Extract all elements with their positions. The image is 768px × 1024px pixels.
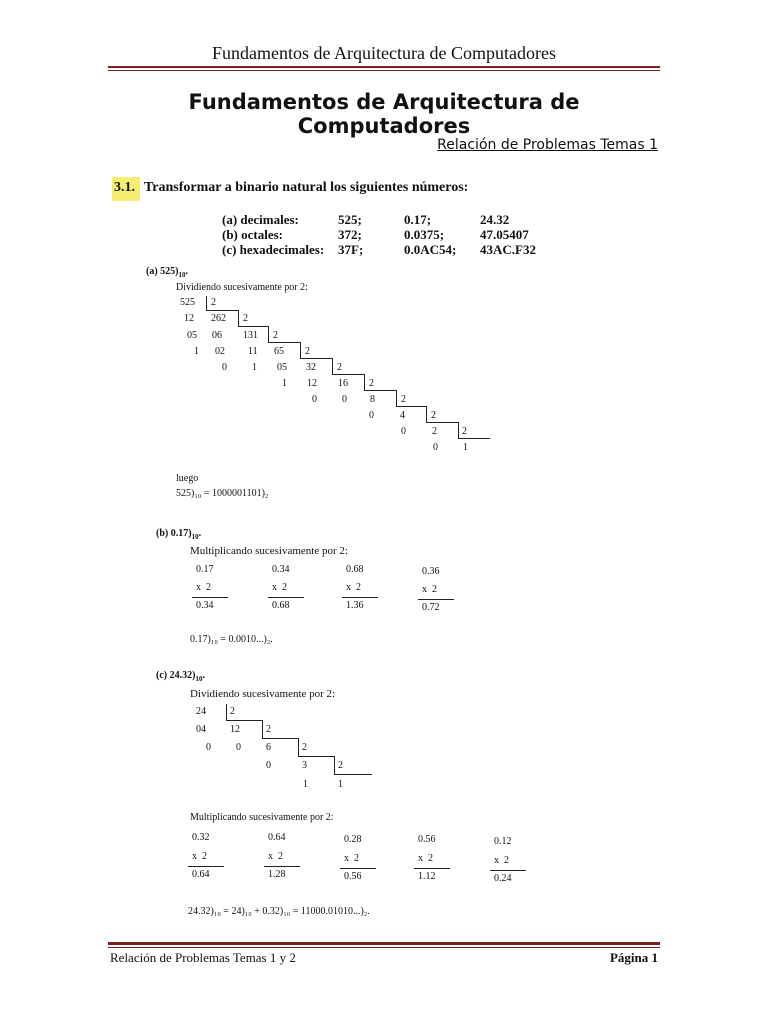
division-bracket bbox=[206, 310, 238, 311]
div-cell: 2 bbox=[338, 760, 343, 771]
div-cell: 1 bbox=[282, 378, 287, 389]
part-b-heading-text: (b) 0.17) bbox=[156, 528, 192, 539]
document-title: Fundamentos de Arquitectura de Computadores bbox=[188, 90, 580, 138]
mult-result: 1.28 bbox=[268, 869, 286, 880]
mult-bar bbox=[418, 599, 454, 600]
mult-bar bbox=[192, 597, 228, 598]
div-cell: 0 bbox=[433, 442, 438, 453]
mult-bar bbox=[340, 868, 376, 869]
mult-result: 0.24 bbox=[494, 873, 512, 884]
division-bracket bbox=[268, 326, 269, 342]
mult-factor: x 2 bbox=[418, 853, 433, 864]
division-bracket bbox=[268, 342, 300, 343]
division-bracket bbox=[300, 342, 301, 358]
division-bracket bbox=[226, 720, 262, 721]
division-bracket bbox=[334, 756, 335, 774]
mult-result: 1.12 bbox=[418, 871, 436, 882]
part-b-method: Multiplicando sucesivamente por 2: bbox=[190, 545, 348, 557]
mult-top: 0.12 bbox=[494, 836, 512, 847]
footer-page-number: Página 1 bbox=[609, 950, 658, 965]
div-cell: 1 bbox=[194, 346, 199, 357]
division-bracket bbox=[300, 358, 332, 359]
div-cell: 262 bbox=[211, 313, 226, 324]
row-value: 372; bbox=[338, 227, 362, 242]
div-cell: 0 bbox=[266, 760, 271, 771]
mult-result: 0.72 bbox=[422, 602, 440, 613]
mult-result: 0.64 bbox=[192, 869, 210, 880]
row-value: 37F; bbox=[338, 242, 364, 257]
div-cell: 2 bbox=[401, 394, 406, 405]
row-label: (b) octales: bbox=[222, 227, 284, 242]
division-bracket bbox=[262, 720, 263, 738]
division-bracket bbox=[458, 438, 490, 439]
mult-top: 0.28 bbox=[344, 834, 362, 845]
mult-bar bbox=[268, 597, 304, 598]
div-cell: 0 bbox=[342, 394, 347, 405]
mult-factor: x 2 bbox=[346, 582, 361, 593]
part-b-result: 0.17)₁₀ = 0.0010...)₂. bbox=[190, 634, 273, 645]
div-cell: 2 bbox=[243, 313, 248, 324]
part-b-heading: (b) $0.17)_{10}$. bbox=[156, 528, 202, 541]
division-bracket bbox=[238, 326, 268, 327]
part-c-heading-text: (c) 24.32) bbox=[156, 670, 196, 681]
problem-statement: Transformar a binario natural los siguientes números: bbox=[144, 180, 469, 195]
div-cell: 3 bbox=[302, 760, 307, 771]
mult-factor: x 2 bbox=[344, 853, 359, 864]
division-bracket bbox=[298, 738, 299, 756]
part-c-heading: (c) $24.32)_{10}$. bbox=[156, 670, 205, 683]
part-c-result: 24.32)₁₀ = 24)₁₀ + 0.32)₁₀ = 11000.01010...)₂. bbox=[188, 906, 370, 917]
running-header: Fundamentos de Arquitectura de Computadores bbox=[212, 43, 556, 63]
mult-top: 0.17 bbox=[196, 564, 214, 575]
div-cell: 1 bbox=[463, 442, 468, 453]
div-cell: 12 bbox=[230, 724, 240, 735]
div-cell: 32 bbox=[306, 362, 316, 373]
row-value: 0.0375; bbox=[404, 227, 445, 242]
div-cell: 2 bbox=[230, 706, 235, 717]
div-cell: 131 bbox=[243, 330, 258, 341]
div-cell: 0 bbox=[312, 394, 317, 405]
row-value: 24.32 bbox=[480, 212, 510, 227]
division-bracket bbox=[332, 358, 333, 374]
row-value: 47.05407 bbox=[480, 227, 529, 242]
mult-top: 0.64 bbox=[268, 832, 286, 843]
div-cell: 1 bbox=[338, 779, 343, 790]
mult-bar bbox=[414, 868, 450, 869]
mult-bar bbox=[342, 597, 378, 598]
div-cell: 2 bbox=[462, 426, 467, 437]
document-subtitle: Relación de Problemas Temas 1 bbox=[437, 137, 658, 153]
div-cell: 2 bbox=[266, 724, 271, 735]
part-a-conclusion-word: luego bbox=[176, 473, 199, 484]
mult-bar bbox=[264, 866, 300, 867]
mult-factor: x 2 bbox=[422, 584, 437, 595]
division-bracket bbox=[396, 406, 426, 407]
div-cell: 0 bbox=[369, 410, 374, 421]
row-value: 525; bbox=[338, 212, 362, 227]
mult-factor: x 2 bbox=[272, 582, 287, 593]
div-cell: 2 bbox=[273, 330, 278, 341]
div-cell: 65 bbox=[274, 346, 284, 357]
mult-top: 0.34 bbox=[272, 564, 290, 575]
mult-top: 0.36 bbox=[422, 566, 440, 577]
mult-factor: x 2 bbox=[196, 582, 211, 593]
mult-factor: x 2 bbox=[192, 851, 207, 862]
part-c-method-div: Dividiendo sucesivamente por 2: bbox=[190, 688, 336, 700]
division-bracket bbox=[364, 390, 396, 391]
problem-number: 3.1. bbox=[114, 180, 135, 195]
div-cell: 2 bbox=[432, 426, 437, 437]
row-label: (c) hexadecimales: bbox=[222, 242, 325, 257]
part-a-result: 525)₁₀ = 1000001101)₂ bbox=[176, 488, 269, 499]
div-cell: 0 bbox=[222, 362, 227, 373]
div-cell: 16 bbox=[338, 378, 348, 389]
div-cell: 4 bbox=[400, 410, 405, 421]
mult-factor: x 2 bbox=[268, 851, 283, 862]
part-c-method-mul: Multiplicando sucesivamente por 2: bbox=[190, 812, 334, 823]
division-bracket bbox=[298, 756, 334, 757]
division-bracket bbox=[262, 738, 298, 739]
div-cell: 12 bbox=[307, 378, 317, 389]
part-a-heading-text: (a) 525) bbox=[146, 266, 179, 277]
row-value: 0.0AC54; bbox=[404, 242, 457, 257]
division-bracket bbox=[396, 390, 397, 406]
div-cell: 1 bbox=[303, 779, 308, 790]
division-bracket bbox=[426, 406, 427, 422]
div-cell: 0 bbox=[206, 742, 211, 753]
div-cell: 24 bbox=[196, 706, 206, 717]
div-cell: 02 bbox=[215, 346, 225, 357]
part-a-heading-sub: 10 bbox=[178, 271, 186, 279]
mult-result: 0.68 bbox=[272, 600, 290, 611]
division-bracket bbox=[334, 774, 372, 775]
footer-left: Relación de Problemas Temas 1 y 2 bbox=[110, 950, 296, 965]
div-cell: 2 bbox=[211, 297, 216, 308]
footer-rule-thin bbox=[108, 947, 660, 948]
div-cell: 1 bbox=[252, 362, 257, 373]
div-cell: 11 bbox=[248, 346, 258, 357]
mult-result: 1.36 bbox=[346, 600, 364, 611]
div-cell: 525 bbox=[180, 297, 195, 308]
mult-top: 0.68 bbox=[346, 564, 364, 575]
div-cell: 2 bbox=[431, 410, 436, 421]
division-bracket bbox=[458, 422, 459, 438]
row-value: 43AC.F32 bbox=[480, 242, 536, 257]
div-cell: 2 bbox=[305, 346, 310, 357]
header-rule-thin bbox=[108, 70, 660, 71]
division-bracket bbox=[426, 422, 458, 423]
header-rule bbox=[108, 66, 660, 68]
footer-rule bbox=[108, 942, 660, 945]
div-cell: 12 bbox=[184, 313, 194, 324]
division-bracket bbox=[226, 704, 227, 720]
mult-top: 0.56 bbox=[418, 834, 436, 845]
div-cell: 2 bbox=[369, 378, 374, 389]
division-bracket bbox=[238, 310, 239, 326]
row-label: (a) decimales: bbox=[222, 212, 299, 227]
div-cell: 8 bbox=[370, 394, 375, 405]
div-cell: 05 bbox=[277, 362, 287, 373]
part-a-method: Dividiendo sucesivamente por 2: bbox=[176, 282, 308, 293]
mult-bar bbox=[188, 866, 224, 867]
row-value: 0.17; bbox=[404, 212, 432, 227]
mult-top: 0.32 bbox=[192, 832, 210, 843]
div-cell: 2 bbox=[337, 362, 342, 373]
div-cell: 6 bbox=[266, 742, 271, 753]
division-bracket bbox=[364, 374, 365, 390]
div-cell: 0 bbox=[401, 426, 406, 437]
div-cell: 04 bbox=[196, 724, 206, 735]
div-cell: 05 bbox=[187, 330, 197, 341]
div-cell: 06 bbox=[212, 330, 222, 341]
division-bracket bbox=[206, 296, 207, 310]
division-bracket bbox=[332, 374, 364, 375]
part-c-heading-sub: 10 bbox=[195, 675, 203, 683]
mult-factor: x 2 bbox=[494, 855, 509, 866]
mult-result: 0.34 bbox=[196, 600, 214, 611]
part-b-heading-sub: 10 bbox=[191, 533, 199, 541]
part-a-heading: (a) $525)_{10}$. bbox=[146, 266, 188, 279]
mult-bar bbox=[490, 870, 526, 871]
div-cell: 2 bbox=[302, 742, 307, 753]
div-cell: 0 bbox=[236, 742, 241, 753]
mult-result: 0.56 bbox=[344, 871, 362, 882]
